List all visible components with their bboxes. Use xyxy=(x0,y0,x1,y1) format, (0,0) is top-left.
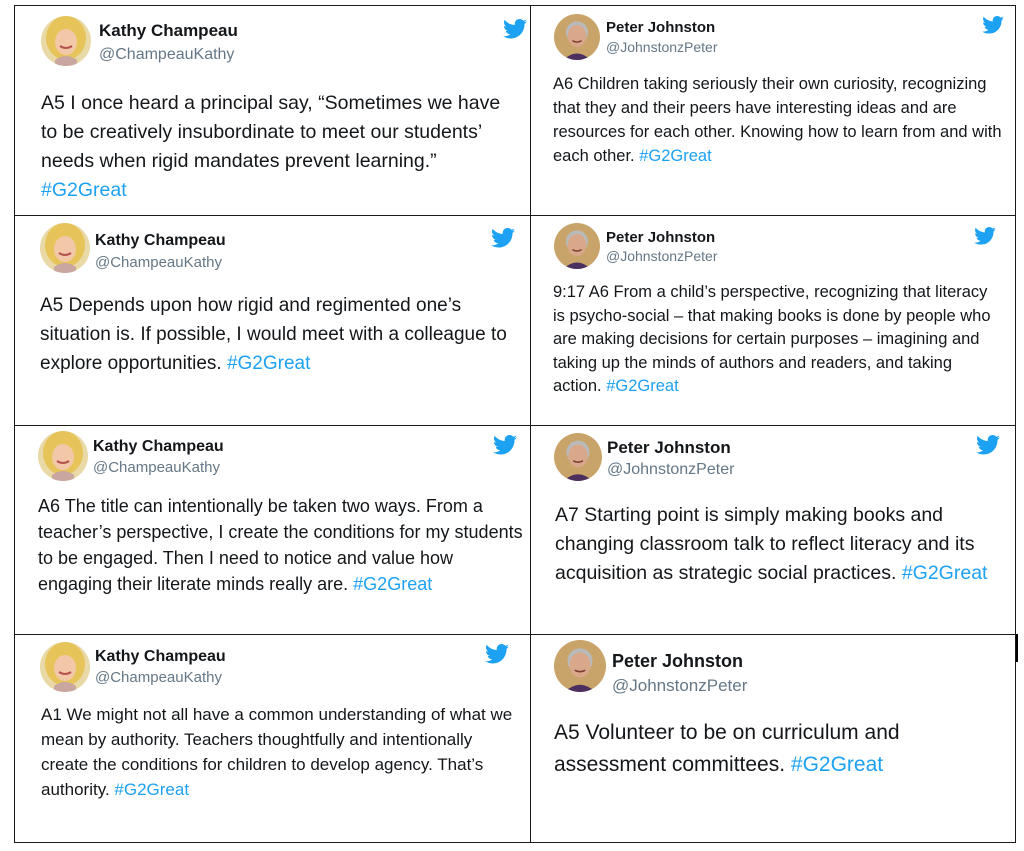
tweet-body: A5 I once heard a principal say, “Sometimes we have to be creatively insubordinate to meet our students’ needs when rigid mandates prevent learning.” xyxy=(41,92,501,172)
avatar xyxy=(554,223,600,269)
tweet-body: A7 Starting point is simply making books and changing classroom talk to reflect literacy and its acquisition as strategic social practices. xyxy=(555,504,975,584)
tweet-body: A5 Volunteer to be on curriculum and assessment committees. xyxy=(554,721,900,776)
hashtag-link[interactable]: #G2Great xyxy=(226,353,311,374)
twitter-bird-icon xyxy=(493,435,517,455)
twitter-bird-icon xyxy=(491,228,515,248)
avatar xyxy=(554,433,602,481)
tweet-text xyxy=(38,493,523,597)
avatar xyxy=(40,642,90,692)
tweet-card xyxy=(15,215,530,425)
author-name: Peter Johnston xyxy=(607,438,731,457)
author-handle: @JohnstonzPeter xyxy=(607,461,735,478)
tweet-card xyxy=(530,6,1016,215)
hashtag-link[interactable]: #G2Great xyxy=(41,179,127,201)
hashtag-link[interactable]: #G2Great xyxy=(114,780,190,799)
hashtag-link[interactable]: #G2Great xyxy=(639,147,712,165)
author-handle: @ChampeauKathy xyxy=(95,669,222,686)
hashtag-link[interactable]: #G2Great xyxy=(353,574,433,594)
twitter-bird-icon xyxy=(982,16,1004,34)
tweet-card xyxy=(530,634,1016,843)
hashtag-link[interactable]: #G2Great xyxy=(790,753,884,776)
avatar xyxy=(38,431,88,481)
avatar xyxy=(554,14,600,60)
tweet-card xyxy=(530,215,1016,425)
tweet-body: A5 Depends upon how rigid and regimented one’s situation is. If possible, I would meet with a colleague to explore opportunities. xyxy=(40,295,507,374)
hashtag-link[interactable]: #G2Great xyxy=(606,377,679,395)
avatar xyxy=(41,16,91,66)
tweet-body: A1 We might not all have a common understanding of what we mean by authority. Teachers thoughtfully and intentionally create the conditions for children to develop agency. That’s authority. xyxy=(41,705,513,799)
tweet-card xyxy=(15,425,530,634)
twitter-bird-icon xyxy=(485,644,509,664)
tweet-text xyxy=(553,72,1003,168)
author-handle: @ChampeauKathy xyxy=(95,254,222,271)
tweet-text xyxy=(41,702,521,802)
tweet-card xyxy=(530,425,1016,634)
tweet-text xyxy=(40,291,520,378)
text-cursor xyxy=(1016,634,1018,662)
tweet-body: 9:17 A6 From a child’s perspective, recognizing that literacy is psycho-social – that making books is done by people who are making decisions for certain purposes – imagining and taking up the minds of authors and readers, and taking action. xyxy=(553,283,991,395)
tweet-text xyxy=(555,501,995,588)
author-handle: @ChampeauKathy xyxy=(93,459,220,476)
author-handle: @JohnstonzPeter xyxy=(606,39,718,55)
author-name: Peter Johnston xyxy=(606,19,716,36)
author-name: Kathy Champeau xyxy=(95,648,226,665)
tweet-body: A6 The title can intentionally be taken two ways. From a teacher’s perspective, I create the conditions for my students to be engaged. Then I need to notice and value how engaging their literate minds really are. xyxy=(38,496,523,594)
author-name: Peter Johnston xyxy=(606,229,716,246)
twitter-bird-icon xyxy=(976,435,1000,455)
tweet-card xyxy=(15,6,530,215)
author-name: Kathy Champeau xyxy=(93,438,224,455)
tweet-card xyxy=(15,634,530,843)
twitter-bird-icon xyxy=(974,227,996,245)
author-name: Kathy Champeau xyxy=(95,232,226,249)
tweet-text xyxy=(41,89,521,205)
author-name: Kathy Champeau xyxy=(99,21,238,40)
tweet-text xyxy=(554,717,1004,781)
hashtag-link[interactable]: #G2Great xyxy=(901,562,988,584)
author-handle: @JohnstonzPeter xyxy=(606,248,718,264)
author-handle: @ChampeauKathy xyxy=(99,46,235,63)
tweet-text xyxy=(553,281,1003,399)
avatar xyxy=(40,223,90,273)
tweet-body: A6 Children taking seriously their own curiosity, recognizing that they and their peers have interesting ideas and are resources for each other. Knowing how to learn from and with each other. xyxy=(553,75,1002,165)
author-name: Peter Johnston xyxy=(612,651,744,671)
twitter-bird-icon xyxy=(503,19,527,39)
author-handle: @JohnstonzPeter xyxy=(612,676,748,695)
avatar xyxy=(554,640,606,692)
